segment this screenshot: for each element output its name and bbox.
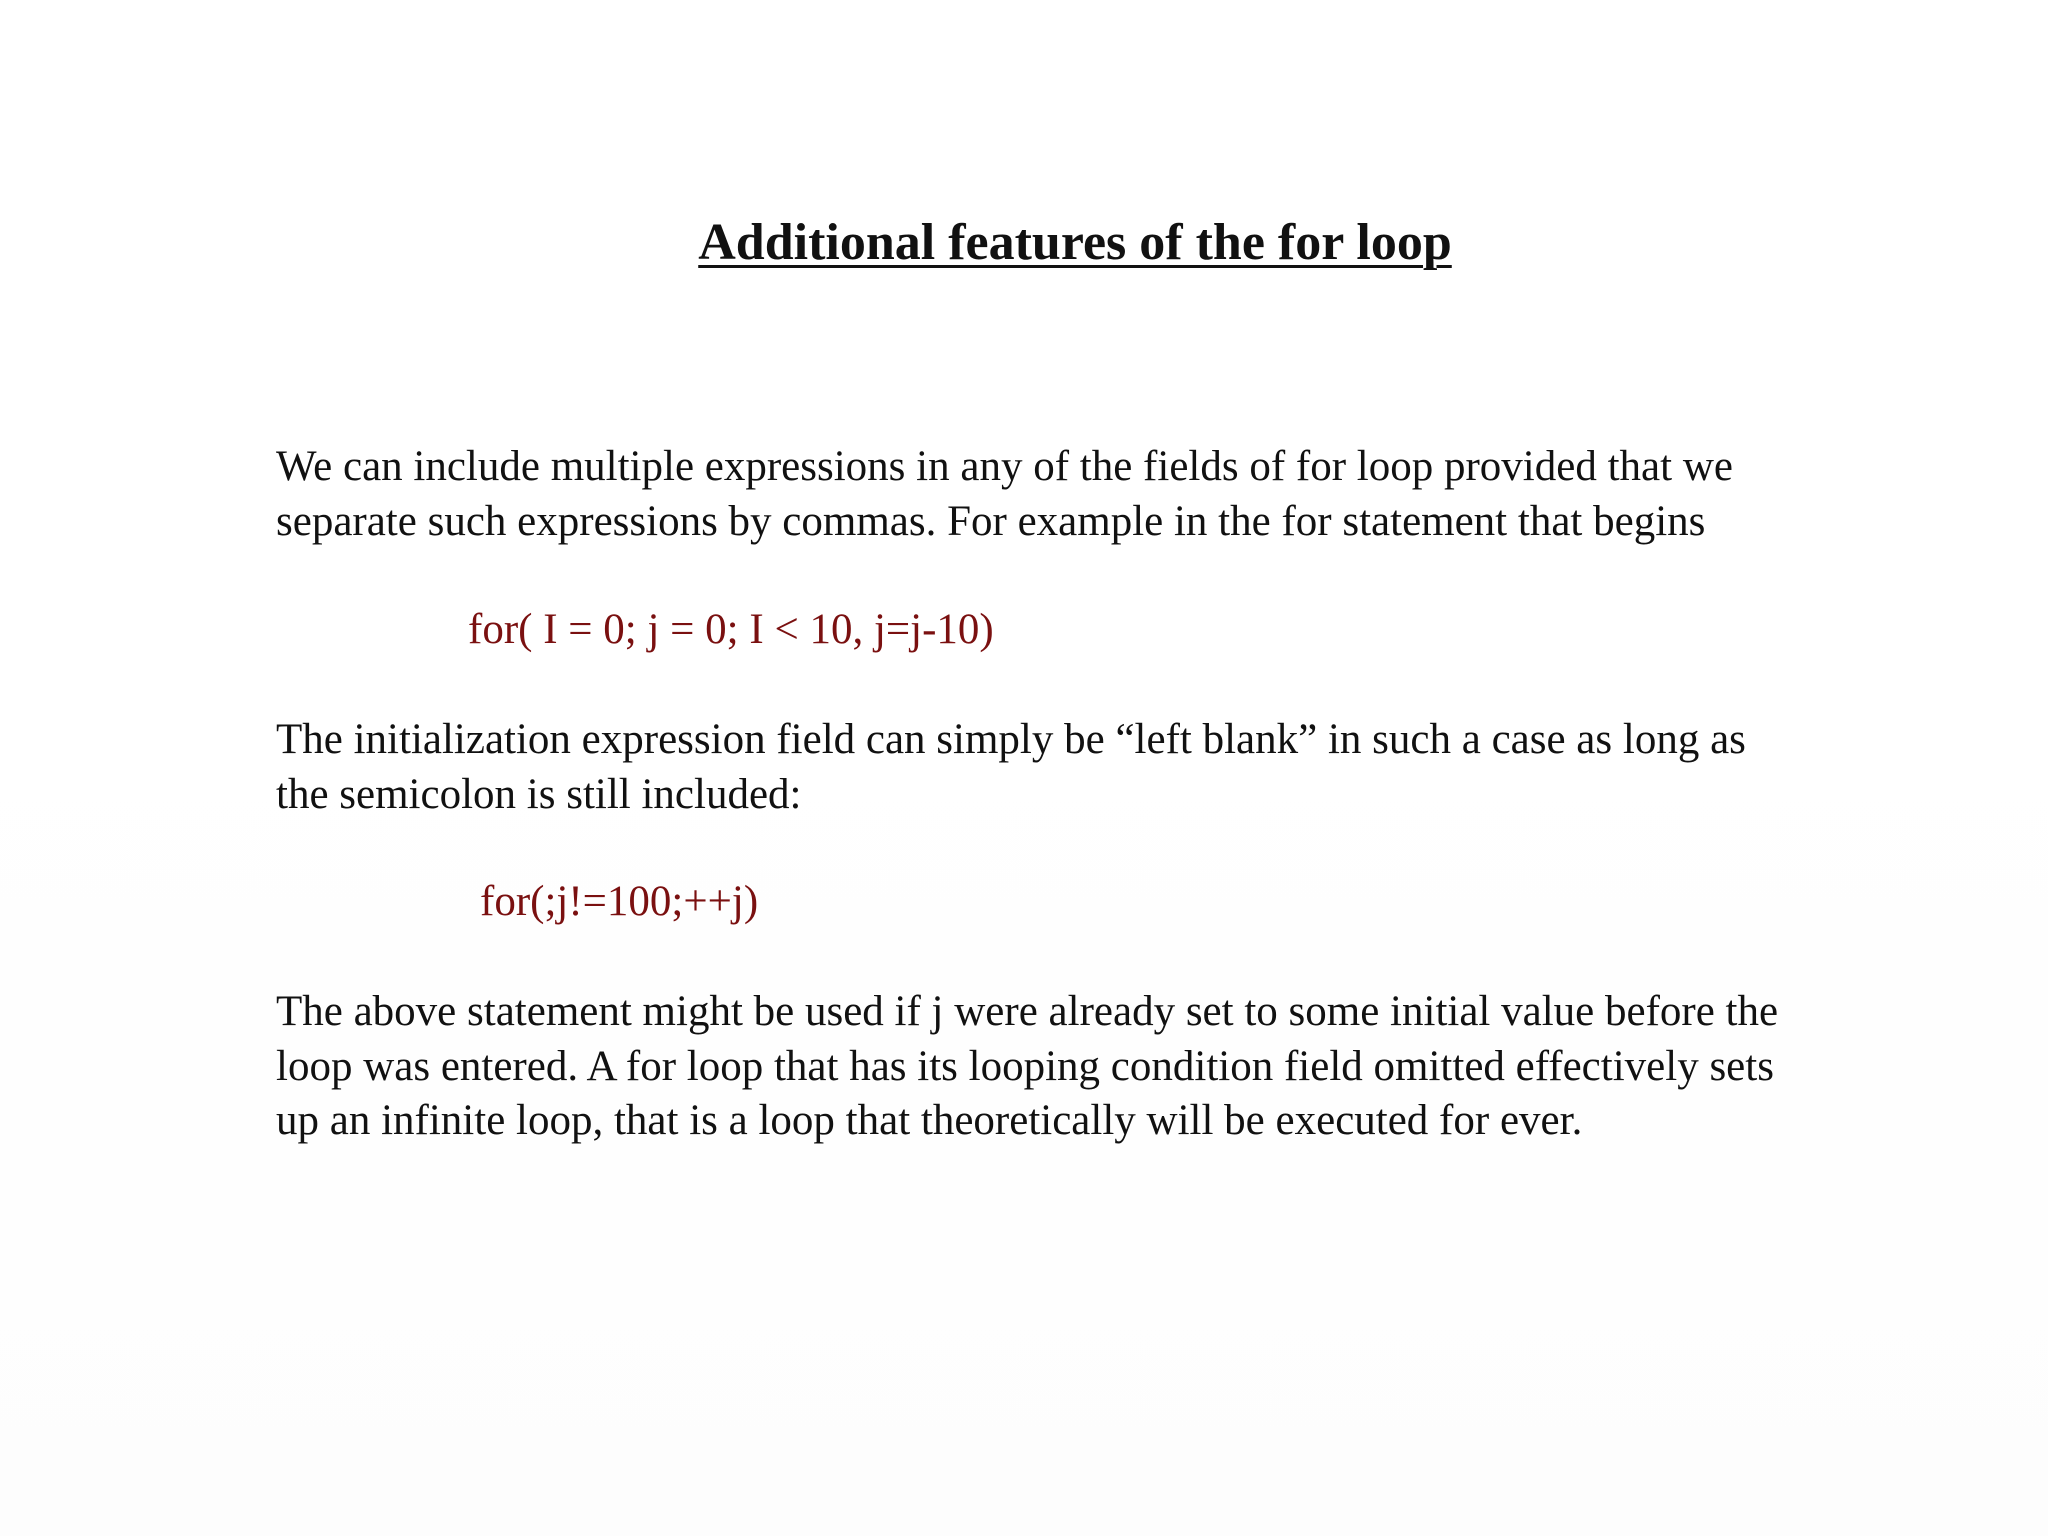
text-line: We can include multiple expressions in any of the fields of for loop provided that we — [276, 443, 1733, 490]
text-line: The above statement might be used if j were already set to some initial value before the — [276, 988, 1779, 1035]
paragraph-infinite-loop — [276, 985, 1778, 1149]
code-example-blank-initialization: for(;j!=100;++j) — [480, 878, 759, 925]
text-line: up an infinite loop, that is a loop that theoretically will be executed for ever. — [276, 1097, 1583, 1144]
text-line: loop was entered. A for loop that has its looping condition field omitted effectively sets — [276, 1042, 1774, 1090]
text-line: the semicolon is still included: — [276, 770, 802, 818]
slide-title: Additional features of the for loop — [698, 214, 1452, 271]
text-line: The initialization expression field can simply be “left blank” in such a case as long as — [276, 716, 1746, 763]
code-example-multiple-expressions: for( I = 0; j = 0; I < 10, j=j-10) — [468, 606, 994, 653]
paragraph-multiple-expressions — [276, 440, 1733, 549]
paragraph-blank-initialization — [276, 713, 1746, 822]
text-line: separate such expressions by commas. For example in the for statement that begins — [276, 497, 1706, 545]
